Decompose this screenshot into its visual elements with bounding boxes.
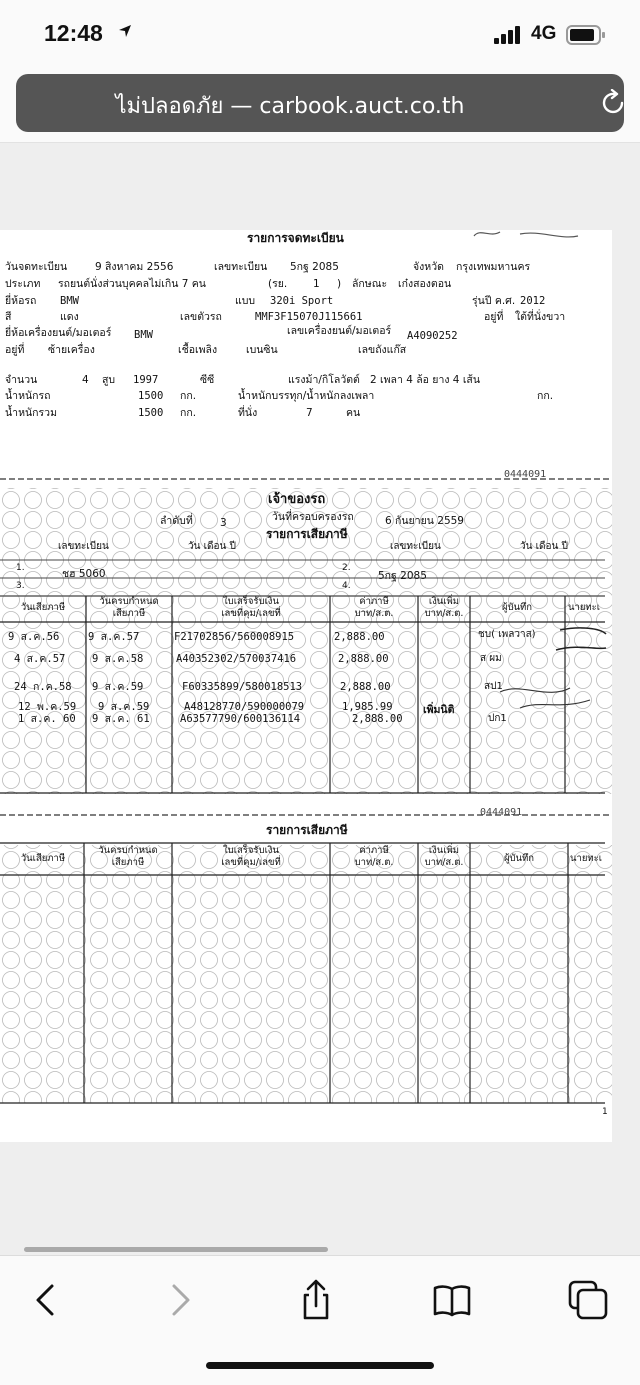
back-icon[interactable] [24, 1278, 68, 1322]
fuel-label: เชื้อเพลิง [178, 344, 218, 356]
location-label: อยู่ที่ [484, 311, 504, 323]
prev-reg-n3: 3. [16, 581, 25, 591]
reload-icon[interactable] [601, 89, 627, 117]
chassis-label: เลขตัวรถ [180, 311, 222, 323]
tax-row-4-receipt: A48128770/590000079 [184, 701, 305, 713]
color-label: สี [5, 311, 12, 323]
prev-reg-n4: 4. [342, 581, 351, 591]
color: แดง [60, 311, 79, 323]
col-header-receipt: ใบเสร็จรับเงิน เลขที่คุม/เลขที่ [221, 596, 281, 619]
status-time: 12:48 [44, 20, 103, 46]
col-header-registrar: นายทะเ [568, 602, 601, 613]
location-arrow-icon [118, 24, 132, 38]
horizontal-scroll-indicator [24, 1247, 328, 1252]
document-scan [0, 230, 612, 1142]
engine-loc-label: อยู่ที่ [5, 344, 25, 356]
cylinder-unit: สูบ [102, 374, 116, 386]
reg-no-label: เลขทะเบียน [214, 261, 268, 273]
own-date-label: วันที่ครอบครองรถ [272, 511, 354, 523]
prev-date-header-2: วัน เดือน ปี [520, 541, 568, 552]
tax-row-1-receipt: F21702856/560008915 [174, 631, 295, 643]
order-label: ลำดับที่ [160, 515, 193, 527]
gross-weight: 1500 [138, 407, 164, 419]
bookmarks-icon[interactable] [430, 1278, 474, 1322]
tax-row-1-due: 9 ส.ค.57 [88, 631, 140, 643]
page-number: 1 [602, 1107, 608, 1117]
tax-row-4-paid: 12 พ.ค.59 [18, 701, 77, 713]
rs-value: 1 [313, 278, 320, 290]
vehicle-type: รถยนต์นั่งส่วนบุคคลไม่เกิน 7 คน [58, 278, 206, 290]
fuel: เบนซิน [246, 344, 278, 356]
battery-icon [566, 25, 606, 45]
address-bar[interactable] [16, 74, 624, 132]
count-label: จำนวน [5, 374, 38, 386]
gross-unit: กก. [180, 407, 197, 419]
tax-row-5-receipt: A63577790/600136114 [180, 713, 301, 725]
seats-unit: คน [346, 407, 361, 419]
home-indicator [206, 1362, 434, 1369]
tax-row-4-recorder: ปก1 [488, 713, 507, 724]
col2-header-recorder: ผู้บันทึก [503, 853, 535, 864]
hp-label: แรงม้า/กิโลวัตต์ [288, 374, 360, 386]
prev-reg-1: ชฮ 5060 [62, 568, 106, 580]
tax-title-2: รายการเสียภาษี [266, 823, 348, 837]
load-unit: กก. [537, 390, 554, 402]
col2-header-due: วันครบกำหนด เสียภาษี [98, 845, 158, 868]
col2-header-tax: ค่าภาษี บาท/ส.ต. [354, 845, 394, 868]
tax-row-1-tax: 2,888.00 [334, 631, 385, 643]
rs-label: (รย. [268, 278, 288, 290]
reg-date: 9 สิงหาคม 2556 [95, 261, 174, 273]
cylinder-count: 4 [82, 374, 89, 386]
col2-header-receipt: ใบเสร็จรับเงิน เลขที่คุม/เลขที่ [221, 845, 281, 868]
network-type: 4G [531, 23, 557, 44]
year-label: รุ่นปี ค.ศ. [472, 295, 516, 307]
own-date: 6 กันยายน 2559 [385, 515, 464, 527]
col-header-paid: วันเสียภาษี [20, 602, 66, 613]
col-header-tax: ค่าภาษี บาท/ส.ต. [354, 596, 394, 619]
brand-label: ยี่ห้อรถ [5, 295, 37, 307]
tax-row-4-tax: 1,985.99 [342, 701, 393, 713]
tax-row-2-due: 9 ส.ค.58 [92, 653, 144, 665]
gross-label: น้ำหนักรวม [5, 407, 57, 419]
tax-row-3-paid: 24 ก.ค.58 [14, 681, 72, 693]
prev-reg-header: เลขทะเบียน [58, 541, 109, 552]
tax-row-5-tax: 2,888.00 [352, 713, 403, 725]
col2-header-extra: เงินเพิ่ม บาท/ส.ต. [424, 845, 464, 868]
rs-close: ) [337, 278, 342, 290]
tax-row-3-due: 9 ส.ค.59 [92, 681, 144, 693]
engine-brand-label: ยี่ห้อเครื่องยนต์/มอเตอร์ [5, 327, 112, 339]
prev-reg-2: 5กฐ 2085 [378, 570, 427, 582]
province-label: จังหวัด [413, 261, 444, 273]
order-no: 3 [220, 517, 227, 529]
model: 320i Sport [270, 295, 334, 307]
year: 2012 [520, 295, 546, 307]
tax-row-2-recorder: ส ผม [480, 653, 502, 664]
prev-reg-n2: 2. [342, 563, 351, 573]
tabs-icon[interactable] [566, 1278, 610, 1322]
load-label: น้ำหนักบรรทุก/น้ำหนักลงเพลา [238, 390, 375, 402]
engine-no-label: เลขเครื่องยนต์/มอเตอร์ [287, 325, 392, 337]
seats-label: ที่นั่ง [238, 407, 258, 419]
prev-reg-header-2: เลขทะเบียน [390, 541, 441, 552]
location: ใต้ที่นั่งขวา [515, 311, 566, 323]
tax-row-1-recorder: ชบ( เพลวาส) [478, 629, 536, 640]
col2-header-paid: วันเสียภาษี [20, 853, 66, 864]
cc-value: 1997 [133, 374, 159, 386]
engine-brand: BMW [134, 329, 153, 341]
tax-row-5-due: 9 ส.ค. 61 [92, 713, 150, 725]
tax-title: รายการเสียภาษี [266, 527, 348, 541]
axle-info: 2 เพลา 4 ล้อ ยาง 4 เส้น [370, 374, 480, 386]
forward-icon[interactable] [158, 1278, 202, 1322]
status-bar [0, 0, 640, 70]
weight-unit: กก. [180, 390, 197, 402]
prev-reg-n1: 1. [16, 563, 25, 573]
col2-header-registrar: นายทะเ [570, 853, 603, 864]
weight: 1500 [138, 390, 164, 402]
weight-label: น้ำหนักรถ [5, 390, 51, 402]
share-icon[interactable] [294, 1278, 338, 1322]
chassis: MMF3F15070J115661 [255, 311, 363, 323]
gas-tank-label: เลขถังแก๊ส [358, 344, 407, 356]
col-header-extra: เงินเพิ่ม บาท/ส.ต. [424, 596, 464, 619]
url-text[interactable]: ไม่ปลอดภัย — carbook.auct.co.th [115, 94, 465, 119]
tax-row-3-tax: 2,888.00 [340, 681, 391, 693]
style-label: ลักษณะ [352, 278, 388, 290]
tax-row-3-recorder: สป1 [484, 681, 503, 692]
engine-loc: ซ้ายเครื่อง [48, 344, 95, 356]
tax-row-5-paid: 1 ส.ค. 60 [18, 713, 76, 725]
seats: 7 [306, 407, 313, 419]
reg-date-label: วันจดทะเบียน [5, 261, 68, 273]
serial-top: 0444091 [504, 469, 547, 480]
tax-row-4-extra: เพิ่มนิติ [423, 704, 455, 716]
signal-bars-icon [494, 26, 522, 44]
model-label: แบบ [235, 295, 256, 307]
serial-mid: 0444091 [480, 807, 523, 818]
prev-date-header: วัน เดือน ปี [188, 541, 236, 552]
cc-unit: ซีซี [200, 374, 215, 386]
doc-title: รายการจดทะเบียน [247, 231, 344, 245]
owner-title: เจ้าของรถ [268, 492, 326, 507]
reg-no: 5กฐ 2085 [290, 261, 339, 273]
tax-row-1-paid: 9 ส.ค.56 [8, 631, 60, 643]
col-header-due: วันครบกำหนด เสียภาษี [99, 596, 159, 619]
tax-row-2-tax: 2,888.00 [338, 653, 389, 665]
address-bar-area [0, 70, 640, 143]
tax-row-4-due: 9 ส.ค.59 [98, 701, 150, 713]
province: กรุงเทพมหานคร [456, 261, 531, 273]
tax-row-2-receipt: A40352302/570037416 [176, 653, 297, 665]
brand: BMW [60, 295, 79, 307]
engine-no: A4090252 [407, 330, 458, 342]
tax-row-3-receipt: F60335899/580018513 [182, 681, 303, 693]
style: เก๋งสองตอน [398, 278, 452, 290]
type-label: ประเภท [5, 278, 41, 290]
tax-row-2-paid: 4 ส.ค.57 [14, 653, 66, 665]
col-header-recorder: ผู้บันทึก [501, 602, 533, 613]
